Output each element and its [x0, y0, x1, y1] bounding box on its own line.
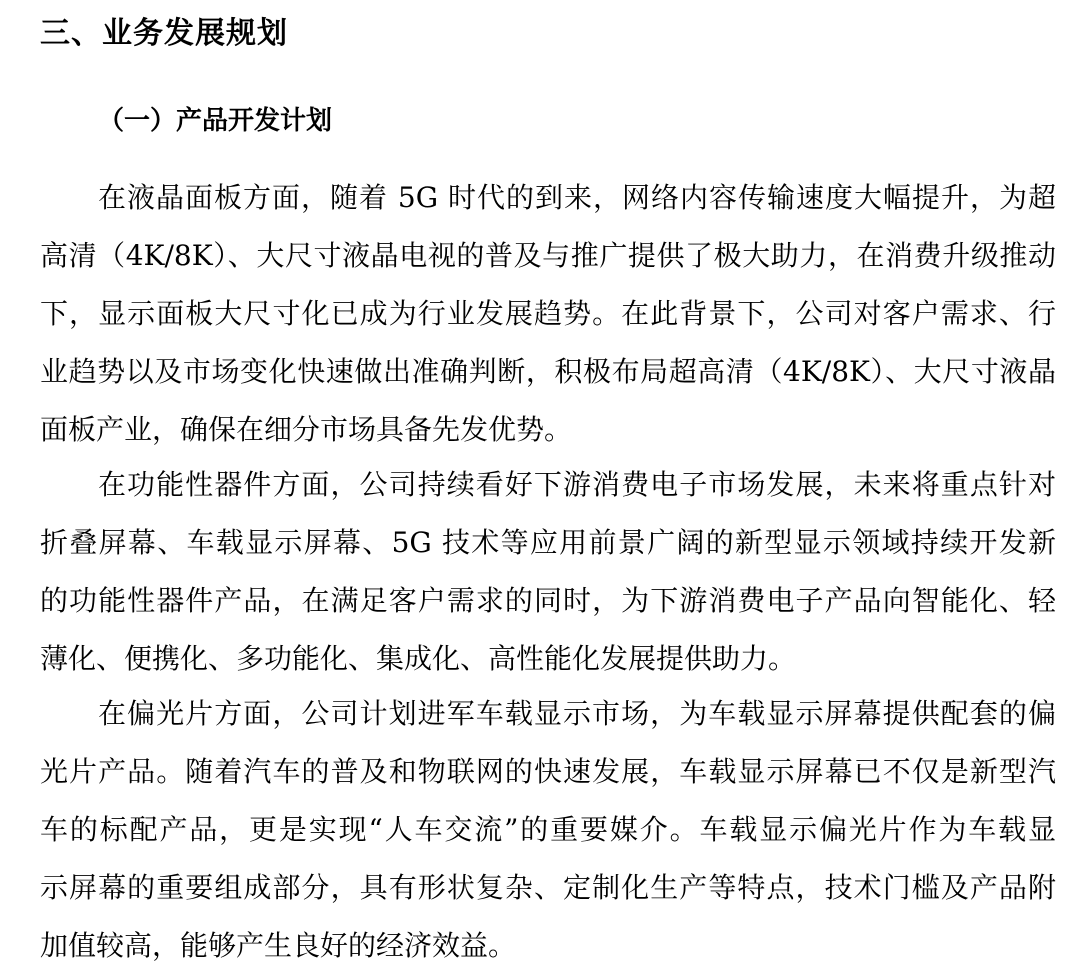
paragraph-functional-devices: [40, 456, 1056, 688]
paragraph-line: 业趋势以及市场变化快速做出准确判断，积极布局超高清（4K/8K）、大尺寸液晶: [40, 355, 1056, 388]
paragraph-line: 在功能性器件方面，公司持续看好下游消费电子市场发展，未来将重点针对: [98, 468, 1056, 501]
paragraph-line: 薄化、便携化、多功能化、集成化、高性能化发展提供助力。: [40, 642, 797, 675]
subsection-heading: （一）产品开发计划: [98, 106, 333, 136]
paragraph-line: 车的标配产品，更是实现“人车交流”的重要媒介。车载显示偏光片作为车载显: [40, 813, 1056, 846]
paragraph-line: 在液晶面板方面，随着 5G 时代的到来，网络内容传输速度大幅提升，为超: [98, 181, 1056, 214]
paragraph-line: 在偏光片方面，公司计划进军车载显示市场，为车载显示屏幕提供配套的偏: [98, 697, 1056, 730]
paragraph-line: 光片产品。随着汽车的普及和物联网的快速发展，车载显示屏幕已不仅是新型汽: [40, 755, 1056, 788]
paragraph-line: 示屏幕的重要组成部分，具有形状复杂、定制化生产等特点，技术门槛及产品附: [40, 871, 1056, 904]
paragraph-line: 面板产业，确保在细分市场具备先发优势。: [40, 413, 573, 446]
paragraph-line: 下，显示面板大尺寸化已成为行业发展趋势。在此背景下，公司对客户需求、行: [40, 297, 1056, 330]
paragraph-line: 折叠屏幕、车载显示屏幕、5G 技术等应用前景广阔的新型显示领域持续开发新: [40, 526, 1056, 559]
paragraph-line: 高清（4K/8K）、大尺寸液晶电视的普及与推广提供了极大助力，在消费升级推动: [40, 239, 1056, 272]
section-heading: 三、业务发展规划: [40, 16, 288, 51]
paragraph-line: 加值较高，能够产生良好的经济效益。: [40, 929, 517, 962]
paragraph-line: 的功能性器件产品，在满足客户需求的同时，为下游消费电子产品向智能化、轻: [40, 584, 1056, 617]
paragraph-lcd-panel: [40, 169, 1056, 459]
paragraph-polarizer: [40, 685, 1056, 975]
